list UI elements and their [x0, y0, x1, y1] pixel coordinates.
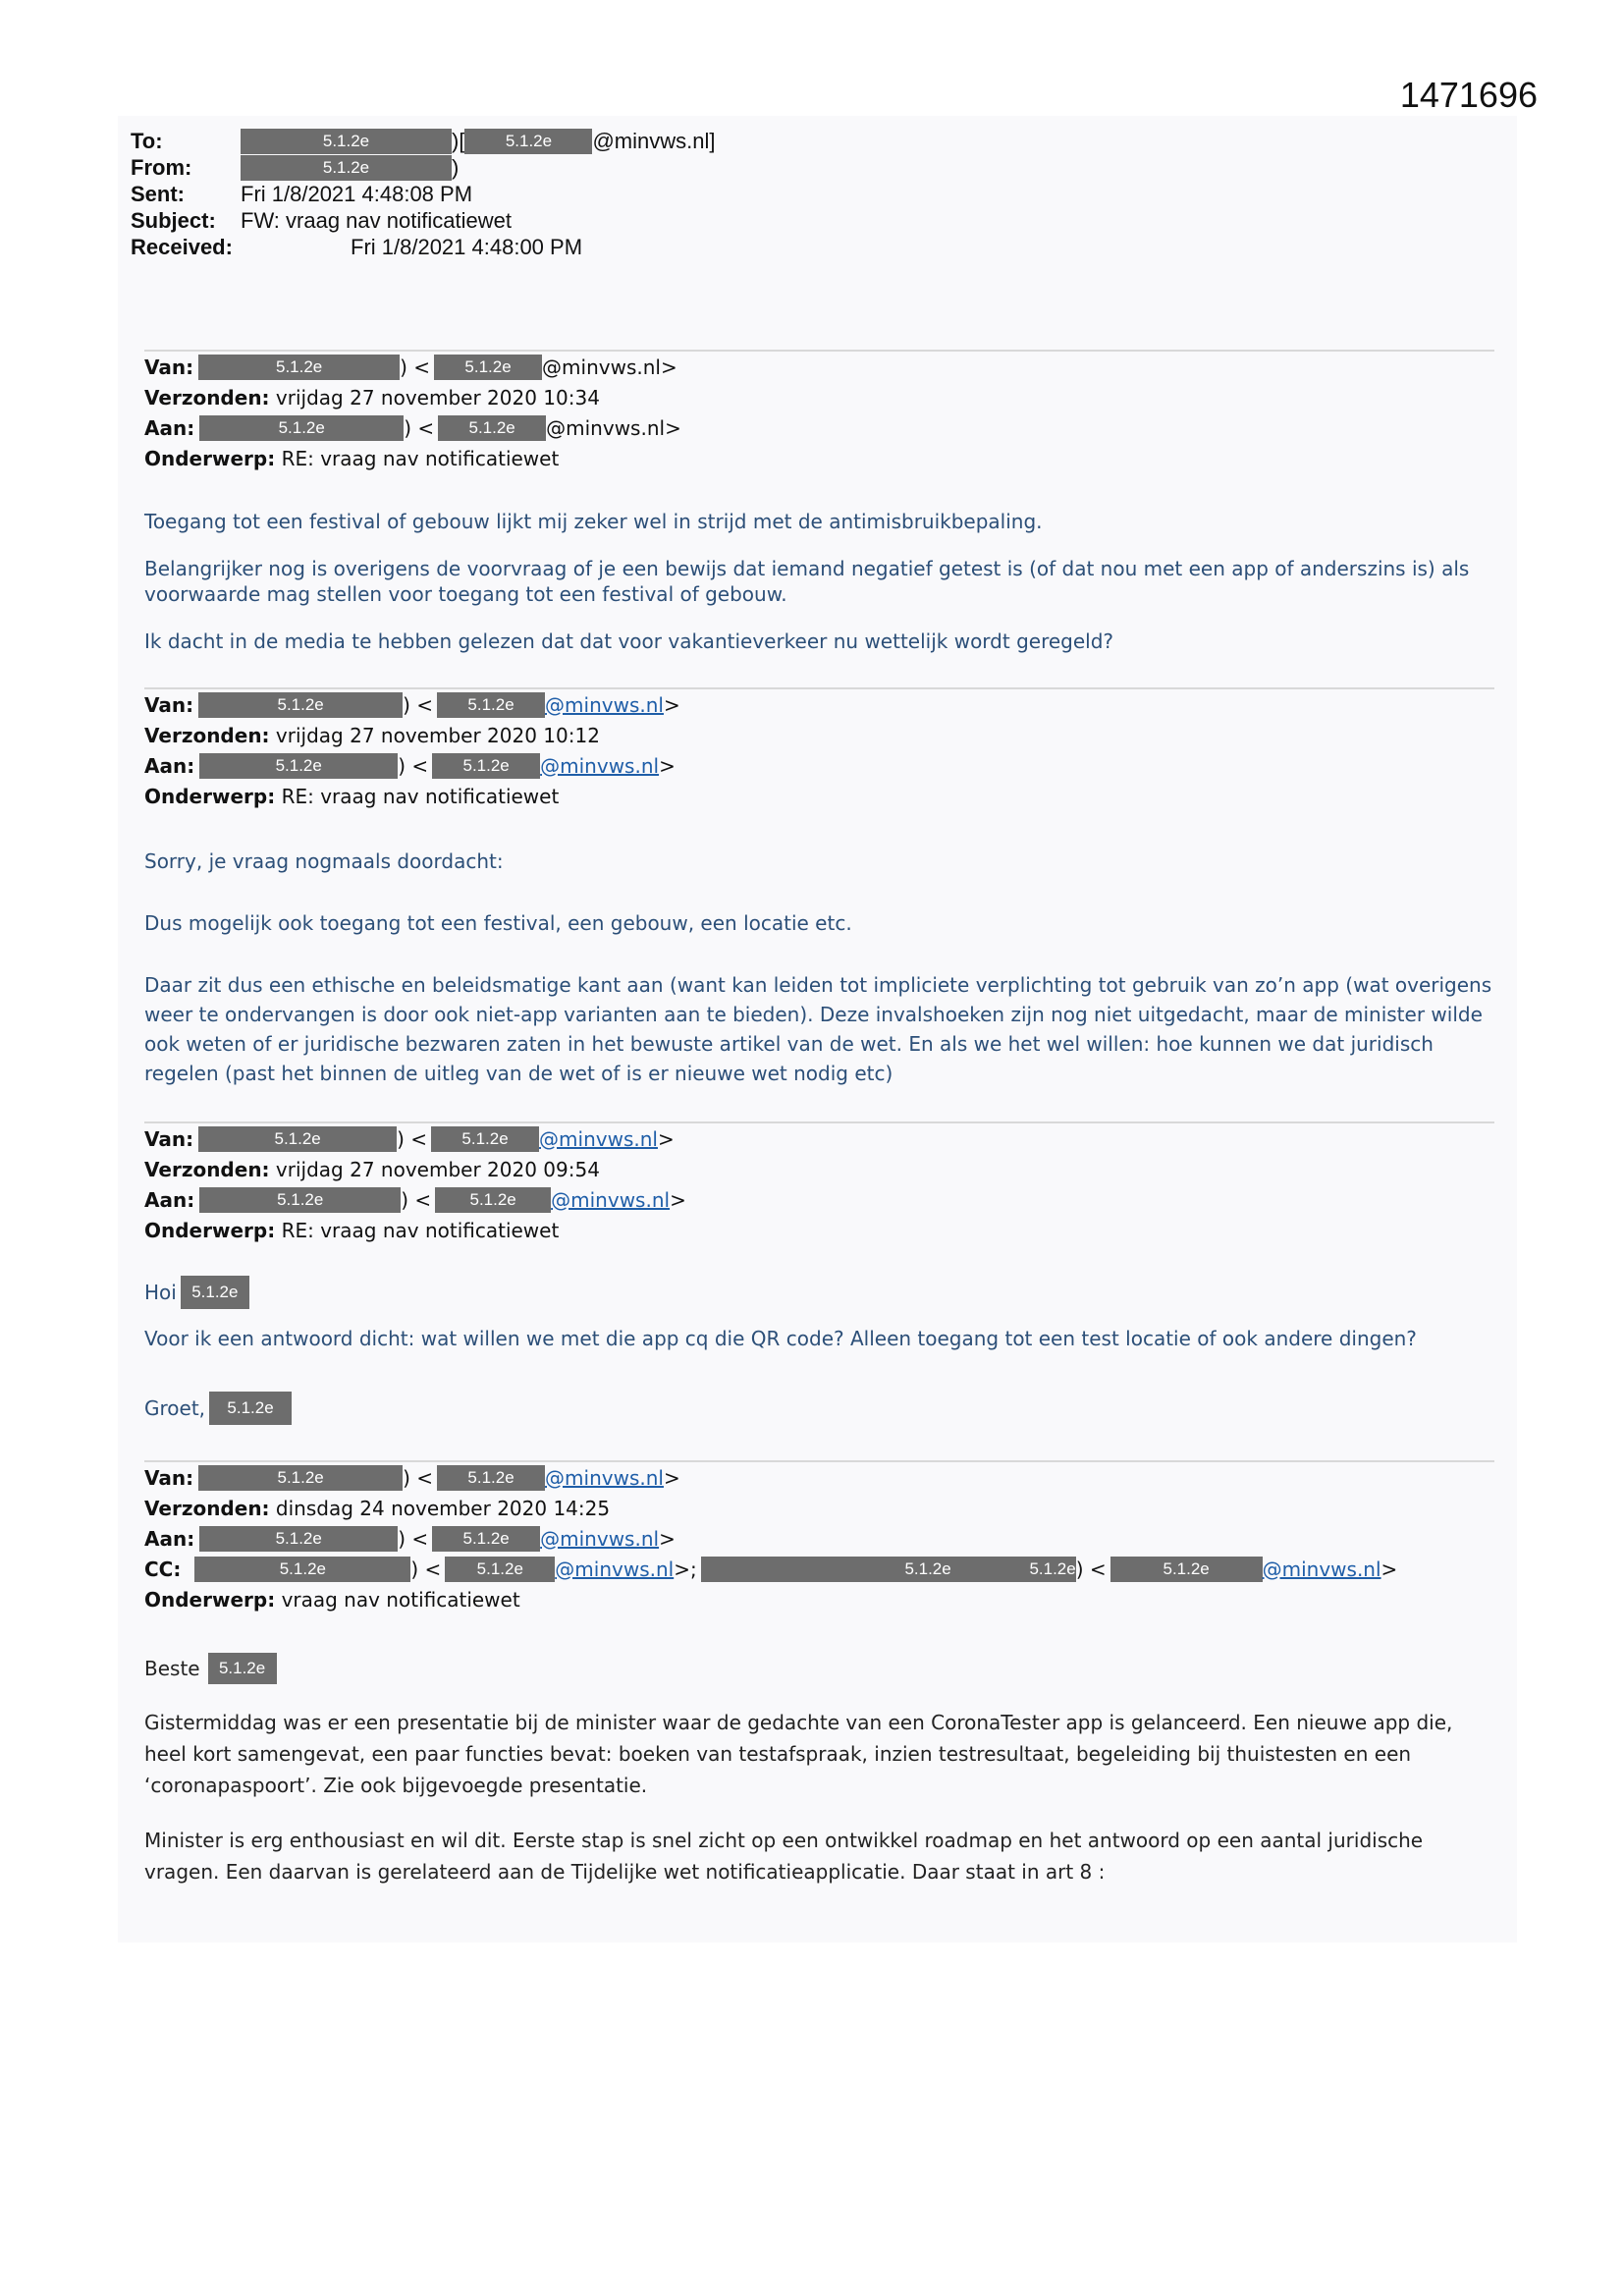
redaction-box: 5.1.2e	[445, 1557, 555, 1582]
body-paragraph: Belangrijker nog is overigens de voorvraag of je een bewijs dat iemand negatief getest is (of dat nou met een app of anderszins is) als voorwaarde mag stellen voor toegang tot een festival of gebouw.	[144, 557, 1470, 606]
address-close: >	[660, 355, 677, 379]
cc-separator: >;	[674, 1557, 697, 1581]
aan-row	[144, 412, 1494, 443]
redaction-box: 5.1.2e	[199, 753, 398, 779]
address-open: ) <	[401, 1187, 432, 1212]
email-link[interactable]: @minvws.nl	[545, 1465, 664, 1490]
cc-label: CC:	[144, 1557, 182, 1581]
verzonden-row	[144, 720, 1494, 750]
redaction-code: 5.1.2e	[1029, 1558, 1076, 1578]
to-domain: @minvws.nl]	[592, 129, 716, 153]
redaction-box: 5.1.2e	[432, 1526, 540, 1552]
van-label: Van:	[144, 1126, 194, 1151]
verzonden-label: Verzonden:	[144, 385, 270, 410]
onderwerp-value: RE: vraag nav notificatiewet	[281, 784, 560, 808]
aan-label: Aan:	[144, 1187, 195, 1212]
verzonden-row	[144, 1154, 1494, 1184]
body-paragraph: Dus mogelijk ook toegang tot een festival, een gebouw, een locatie etc.	[144, 911, 852, 935]
redaction-box: 5.1.2e	[431, 1126, 539, 1152]
address-close: >	[663, 692, 680, 717]
aan-label: Aan:	[144, 415, 195, 440]
address-close: >	[665, 415, 681, 440]
onderwerp-label: Onderwerp:	[144, 1587, 276, 1612]
address-open: ) <	[404, 415, 435, 440]
to-bracket: )[	[452, 129, 465, 153]
body-paragraph: Daar zit dus een ethische en beleidsmatige kant aan (want kan leiden tot impliciete verplichting tot gebruik van zo’n app (wat overigens weer te ondervangen is door ook niet-app varianten aan te bieden). Deze invalshoeken zijn nog niet uitgedacht, maar de minister wilde ook weten of er juridische bezwaren zaten in het bewuste artikel van de wet. En als we het wel willen: hoe kunnen we dat juridisch regelen (past het binnen de uitleg van de wet of is er nieuwe wet nodig etc)	[144, 973, 1492, 1085]
from-label: From:	[131, 155, 192, 180]
redaction-box: 5.1.2e	[437, 1465, 545, 1491]
verzonden-label: Verzonden:	[144, 1157, 270, 1181]
email-link[interactable]: @minvws.nl	[540, 1526, 660, 1551]
verzonden-label: Verzonden:	[144, 1496, 270, 1520]
redaction-box: 5.1.2e	[199, 1526, 398, 1552]
van-row	[144, 352, 1494, 382]
onderwerp-row	[144, 1584, 1494, 1614]
van-label: Van:	[144, 692, 194, 717]
email-2-body	[144, 847, 1494, 1088]
onderwerp-label: Onderwerp:	[144, 446, 276, 470]
received-label: Received:	[131, 235, 233, 259]
greeting: Beste	[144, 1657, 200, 1680]
redaction-box: 5.1.2e	[198, 692, 403, 718]
email-3-header	[144, 1123, 1494, 1245]
verzonden-label: Verzonden:	[144, 723, 270, 747]
from-suffix: )	[452, 155, 460, 180]
address-open: ) <	[410, 1557, 442, 1581]
email-1-header	[144, 352, 1494, 473]
redaction-box: 5.1.2e	[1110, 1557, 1263, 1582]
sent-label: Sent:	[131, 182, 185, 206]
subject-value: FW: vraag nav notificatiewet	[241, 208, 512, 233]
onderwerp-row	[144, 781, 1494, 811]
redaction-box: 5.1.2e	[198, 1126, 397, 1152]
cc-row	[144, 1554, 1494, 1584]
van-row	[144, 1123, 1494, 1154]
address-close: >	[1380, 1557, 1398, 1581]
redaction-box: 5.1.2e	[434, 355, 542, 380]
to-label: To:	[131, 129, 163, 153]
aan-label: Aan:	[144, 1526, 195, 1551]
van-label: Van:	[144, 1465, 194, 1490]
body-paragraph: Sorry, je vraag nogmaals doordacht:	[144, 849, 504, 873]
aan-row	[144, 1523, 1494, 1554]
email-1-body	[144, 507, 1494, 656]
verzonden-value: dinsdag 24 november 2020 14:25	[275, 1496, 611, 1520]
subject-label: Subject:	[131, 208, 216, 233]
body-paragraph: Ik dacht in de media te hebben gelezen dat dat voor vakantieverkeer nu wettelijk wordt geregeld?	[144, 629, 1114, 653]
redaction-box: 5.1.2e	[208, 1653, 277, 1684]
greeting-line	[144, 1275, 1494, 1310]
greeting-line	[144, 1652, 1494, 1685]
redaction-box: 5.1.2e	[199, 1187, 401, 1213]
body-paragraph: Toegang tot een festival of gebouw lijkt mij zeker wel in strijd met de antimisbruikbepaling.	[144, 510, 1043, 533]
redaction-box: 5.1.2e	[198, 1465, 403, 1491]
redaction-box: 5.1.2e	[437, 692, 545, 718]
onderwerp-row	[144, 1215, 1494, 1245]
redaction-box: 5.1.2e	[209, 1392, 292, 1425]
outer-sent-row	[131, 181, 715, 207]
redaction-box: 5.1.2e	[241, 129, 452, 154]
onderwerp-value: vraag nav notificatiewet	[281, 1587, 520, 1612]
outer-from-row	[131, 154, 715, 181]
address-close: >	[659, 753, 676, 778]
redaction-box: 5.1.2e	[438, 415, 546, 441]
onderwerp-row	[144, 443, 1494, 473]
closing: Groet,	[144, 1396, 206, 1420]
email-link[interactable]: @minvws.nl	[555, 1557, 675, 1581]
body-paragraph: Voor ik een antwoord dicht: wat willen we met die app cq die QR code? Alleen toegang tot een test locatie of ook andere dingen?	[144, 1327, 1417, 1350]
address-close: >	[663, 1465, 680, 1490]
address-close: >	[659, 1526, 676, 1551]
redaction-box-wide	[701, 1557, 1076, 1582]
received-value: Fri 1/8/2021 4:48:00 PM	[351, 235, 583, 259]
van-row	[144, 689, 1494, 720]
onderwerp-label: Onderwerp:	[144, 784, 276, 808]
email-4-body	[144, 1652, 1494, 1887]
address-open: ) <	[403, 1465, 434, 1490]
redaction-box: 5.1.2e	[194, 1557, 410, 1582]
redaction-code: 5.1.2e	[904, 1558, 951, 1578]
body-paragraph: Gistermiddag was er een presentatie bij de minister waar de gedachte van een CoronaTester app is gelanceerd. Een nieuwe app die, heel kort samengevat, een paar functies bevat: boeken van testafspraak, inzien testresultaat, begeleiding bij thuistesten en een ‘coronapaspoort’. Zie ook bijgevoegde presentatie.	[144, 1711, 1453, 1797]
redaction-box: 5.1.2e	[435, 1187, 551, 1213]
sent-value: Fri 1/8/2021 4:48:08 PM	[241, 182, 473, 206]
verzonden-value: vrijdag 27 november 2020 09:54	[275, 1157, 600, 1181]
address-close: >	[657, 1126, 675, 1151]
van-label: Van:	[144, 355, 194, 379]
redaction-box: 5.1.2e	[199, 415, 404, 441]
greeting: Hoi	[144, 1281, 177, 1304]
address-open: ) <	[398, 753, 429, 778]
onderwerp-value: RE: vraag nav notificatiewet	[281, 446, 560, 470]
email-2-header	[144, 689, 1494, 811]
document-id: 1471696	[1399, 75, 1538, 115]
email-link[interactable]: @minvws.nl	[539, 1126, 658, 1151]
email-link[interactable]: @minvws.nl	[1262, 1557, 1381, 1581]
onderwerp-value: RE: vraag nav notificatiewet	[281, 1218, 560, 1242]
address-open: ) <	[400, 355, 431, 379]
redaction-box: 5.1.2e	[198, 355, 400, 380]
verzonden-value: vrijdag 27 november 2020 10:12	[275, 723, 600, 747]
verzonden-row	[144, 382, 1494, 412]
redaction-box: 5.1.2e	[181, 1276, 249, 1309]
verzonden-value: vrijdag 27 november 2020 10:34	[275, 385, 600, 410]
redaction-box: 5.1.2e	[432, 753, 540, 779]
outer-email-header	[131, 128, 715, 260]
outer-received-row	[131, 234, 715, 260]
verzonden-row	[144, 1493, 1494, 1523]
address-open: ) <	[403, 692, 434, 717]
address-close: >	[670, 1187, 686, 1212]
body-paragraph: Minister is erg enthousiast en wil dit. Eerste stap is snel zicht op een ontwikkel roadmap en het antwoord op een aantal juridische vragen. Een daarvan is gerelateerd aan de Tijdelijke wet notificatieapplicatie. Daar staat in art 8 :	[144, 1829, 1424, 1884]
address-open: ) <	[398, 1526, 429, 1551]
address-open: ) <	[1075, 1557, 1107, 1581]
email-link[interactable]: @minvws.nl	[551, 1187, 671, 1212]
address-domain: @minvws.nl	[542, 355, 661, 379]
redaction-box: 5.1.2e	[464, 129, 592, 154]
onderwerp-label: Onderwerp:	[144, 1218, 276, 1242]
outer-to-row	[131, 128, 715, 154]
closing-line	[144, 1391, 1494, 1426]
redaction-box: 5.1.2e	[241, 155, 452, 181]
van-row	[144, 1462, 1494, 1493]
email-4-header	[144, 1462, 1494, 1614]
email-link[interactable]: @minvws.nl	[540, 753, 660, 778]
outer-subject-row	[131, 207, 715, 234]
aan-row	[144, 1184, 1494, 1215]
email-link[interactable]: @minvws.nl	[545, 692, 664, 717]
aan-label: Aan:	[144, 753, 195, 778]
email-3-body	[144, 1275, 1494, 1426]
address-open: ) <	[397, 1126, 428, 1151]
address-domain: @minvws.nl	[546, 415, 666, 440]
aan-row	[144, 750, 1494, 781]
